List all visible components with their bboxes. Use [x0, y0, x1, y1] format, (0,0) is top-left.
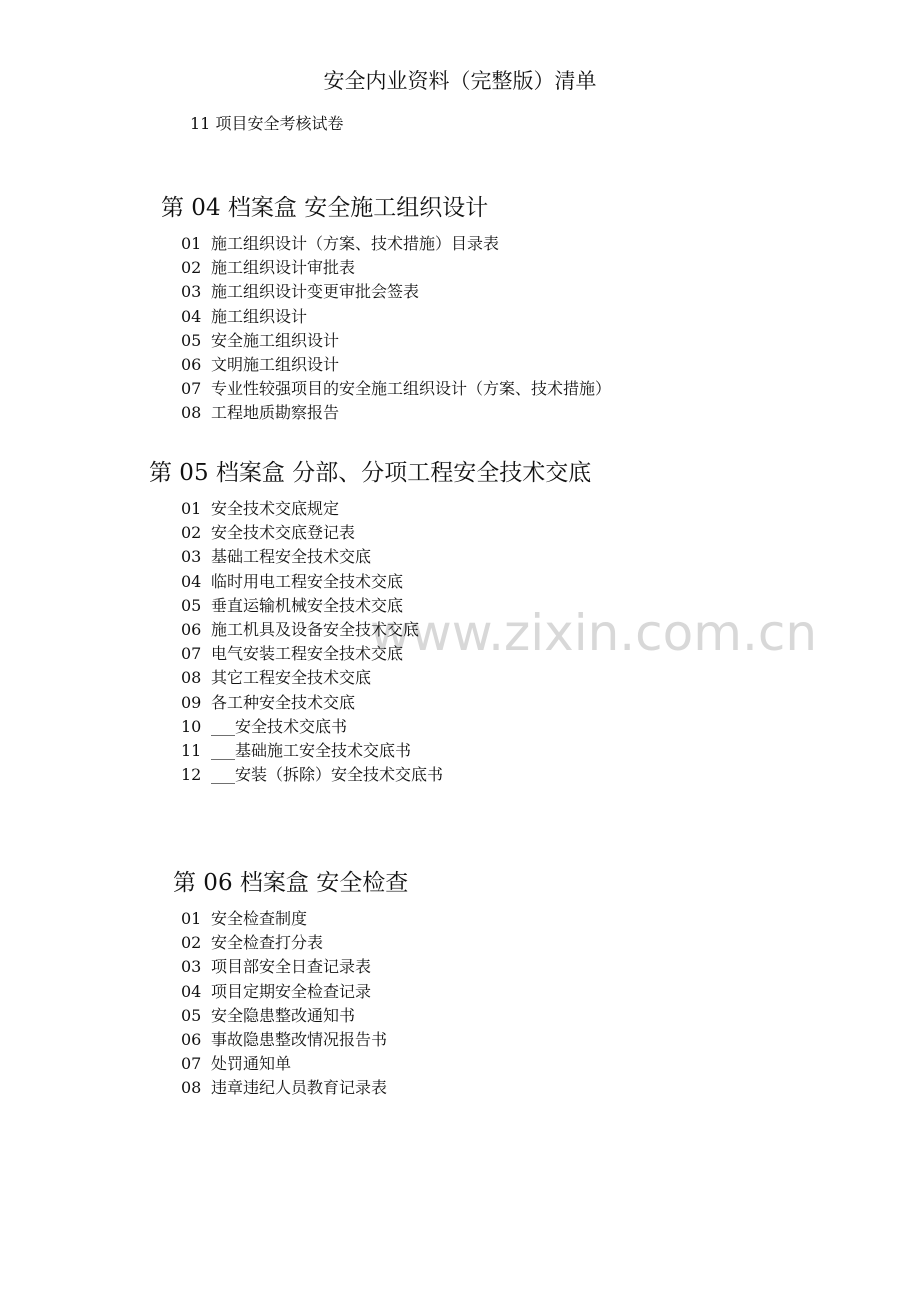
list-item [181, 618, 443, 642]
list-item [181, 232, 611, 256]
item-number: 05 [181, 330, 202, 350]
item-number: 07 [181, 644, 202, 664]
item-text: 安全技术交底登记表 [211, 523, 356, 543]
item-text: 其它工程安全技术交底 [211, 668, 372, 688]
list-item [181, 907, 387, 931]
item-number: 04 [181, 306, 202, 326]
item-text: 施工组织设计审批表 [211, 258, 356, 278]
item-text: 项目定期安全检查记录 [211, 981, 372, 1001]
item-number: 08 [181, 403, 202, 423]
intro-list-item: 11 项目安全考核试卷 [190, 114, 344, 133]
item-number: 01 [181, 909, 202, 928]
section-heading: 第 04 档案盒 安全施工组织设计 [161, 195, 489, 221]
item-number: 05 [181, 1005, 202, 1025]
item-number: 03 [181, 547, 202, 567]
list-item [181, 715, 443, 739]
item-number: 07 [181, 379, 202, 399]
item-text: ___安装（拆除）安全技术交底书 [211, 765, 444, 785]
item-text: 临时用电工程安全技术交底 [211, 571, 404, 591]
list-item [181, 763, 443, 787]
item-number: 11 [181, 740, 202, 760]
item-text: 施工组织设计变更审批会签表 [211, 282, 420, 302]
item-text: 事故隐患整改情况报告书 [211, 1029, 388, 1049]
item-number: 06 [181, 1029, 202, 1049]
list-item [181, 1052, 387, 1076]
list-item [181, 497, 443, 521]
item-text: 违章违纪人员教育记录表 [211, 1078, 388, 1098]
list-item [181, 570, 443, 594]
list-item [181, 1076, 387, 1100]
item-text: 各工种安全技术交底 [211, 692, 356, 712]
item-text: 垂直运输机械安全技术交底 [211, 595, 404, 615]
item-number: 01 [181, 234, 202, 253]
item-number: 09 [181, 692, 202, 712]
list-item [181, 353, 611, 377]
item-text: 施工组织设计 [211, 306, 308, 326]
list-item [181, 1028, 387, 1052]
item-text: 基础工程安全技术交底 [211, 547, 372, 567]
list-item [181, 931, 387, 955]
item-number: 05 [181, 595, 202, 615]
section-item-list [181, 232, 611, 426]
item-text: 施工组织设计（方案、技术措施）目录表 [211, 234, 500, 253]
list-item [181, 305, 611, 329]
list-item [181, 691, 443, 715]
item-text: 安全隐患整改通知书 [211, 1005, 356, 1025]
section-heading: 第 06 档案盒 安全检查 [173, 870, 409, 896]
list-item [181, 521, 443, 545]
item-number: 02 [181, 523, 202, 543]
item-number: 08 [181, 1078, 202, 1098]
item-number: 12 [181, 765, 202, 785]
item-text: ___安全技术交底书 [211, 716, 348, 736]
item-text: 电气安装工程安全技术交底 [211, 644, 404, 664]
list-item [181, 256, 611, 280]
list-item [181, 377, 611, 401]
item-text: 处罚通知单 [211, 1054, 292, 1074]
watermark: www.zixin.com.cn [370, 604, 818, 662]
document-title: 安全内业资料（完整版）清单 [323, 69, 597, 93]
section-item-list [181, 497, 443, 787]
list-item [181, 1004, 387, 1028]
item-text: 施工机具及设备安全技术交底 [211, 619, 420, 639]
list-item [181, 666, 443, 690]
item-number: 10 [181, 716, 202, 736]
item-number: 02 [181, 258, 202, 278]
section-heading: 第 05 档案盒 分部、分项工程安全技术交底 [149, 460, 592, 486]
item-text: 安全施工组织设计 [211, 330, 340, 350]
list-item [181, 280, 611, 304]
item-text: 安全检查制度 [211, 909, 308, 928]
list-item [181, 739, 443, 763]
item-text: ___基础施工安全技术交底书 [211, 740, 412, 760]
item-number: 04 [181, 571, 202, 591]
item-number: 06 [181, 354, 202, 374]
item-text: 安全检查打分表 [211, 933, 324, 953]
item-number: 08 [181, 668, 202, 688]
list-item [181, 594, 443, 618]
item-number: 01 [181, 499, 202, 518]
item-text: 文明施工组织设计 [211, 354, 340, 374]
item-text: 专业性较强项目的安全施工组织设计（方案、技术措施） [211, 379, 612, 399]
list-item [181, 642, 443, 666]
list-item [181, 329, 611, 353]
list-item [181, 401, 611, 425]
item-number: 03 [181, 282, 202, 302]
list-item [181, 545, 443, 569]
list-item [181, 980, 387, 1004]
list-item [181, 955, 387, 979]
item-number: 06 [181, 619, 202, 639]
item-text: 工程地质勘察报告 [211, 403, 340, 423]
item-text: 项目部安全日查记录表 [211, 957, 372, 977]
section-item-list [181, 907, 387, 1101]
item-number: 04 [181, 981, 202, 1001]
item-number: 07 [181, 1054, 202, 1074]
item-text: 安全技术交底规定 [211, 499, 340, 518]
item-number: 03 [181, 957, 202, 977]
item-number: 02 [181, 933, 202, 953]
